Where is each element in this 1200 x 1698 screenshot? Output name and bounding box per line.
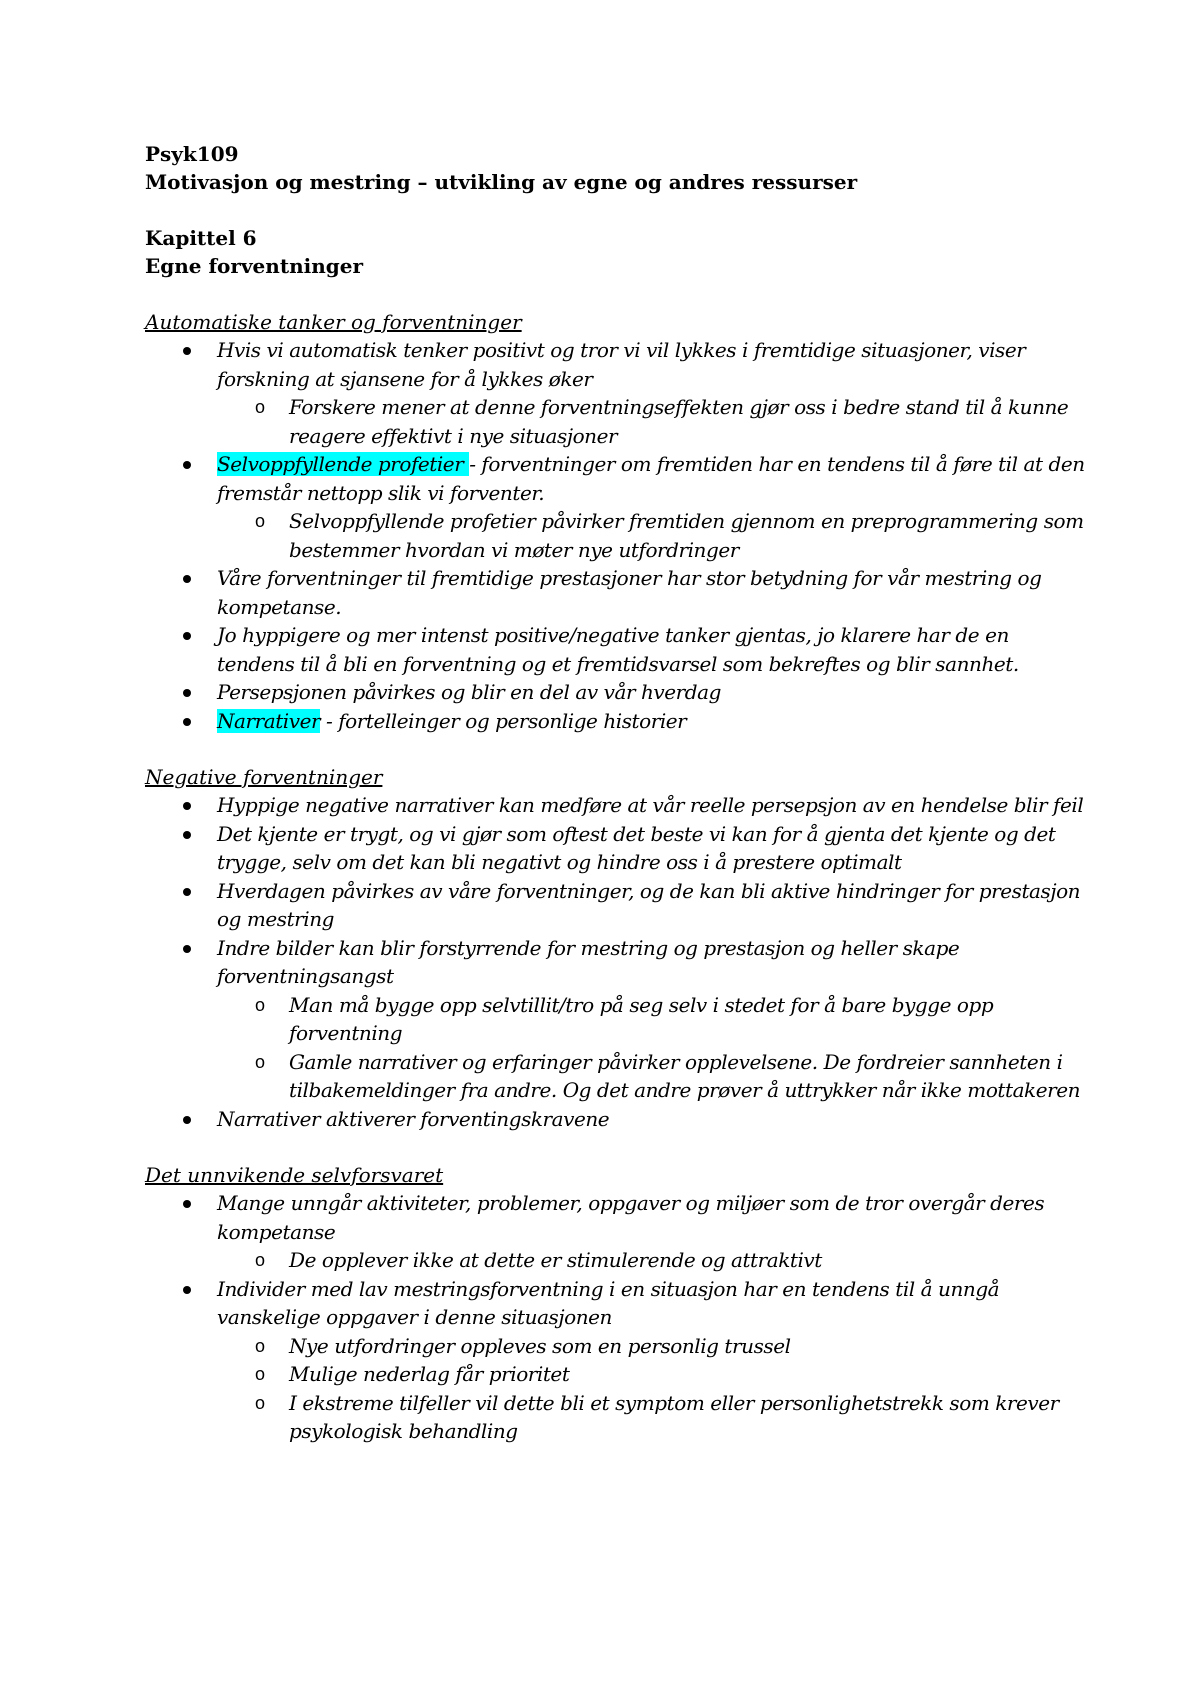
circle-bullet-icon: o (255, 994, 265, 1015)
section-negative-forventninger (145, 763, 1085, 1133)
list-item (145, 450, 1085, 564)
section-title: Det unnvikende selvforsvaret (145, 1163, 444, 1187)
circle-bullet-icon: o (255, 1051, 265, 1072)
list-item (145, 877, 1085, 934)
item-text: Jo hyppigere og mer intenst positive/negative tanker gjentas, jo klarere har de en tendens til å bli en forventning og et fremtidsvarsel som bekreftes og blir sannhet. (217, 623, 1019, 676)
sub-list (217, 991, 1085, 1105)
item-text: Individer med lav mestringsforventning i en situasjon har en tendens til å unngå vanskelige oppgaver i denne situasjonen (217, 1276, 1000, 1329)
spacer (145, 196, 1085, 224)
item-text: Det kjente er trygt, og vi gjør som oftest det beste vi kan for å gjenta det kjente og det trygge, selv om det kan bli negativt og hindre oss i å prestere optimalt (217, 821, 1056, 874)
sub-list (217, 1246, 1085, 1275)
item-text: Narrativer aktiverer forventingskravene (217, 1106, 610, 1131)
course-title: Motivasjon og mestring – utvikling av egne og andres ressurser (145, 170, 858, 194)
section-unnvikende-selvforsvaret (145, 1161, 1085, 1446)
sub-item-text: Gamle narrativer og erfaringer påvirker opplevelsene. De fordreier sannheten i tilbakemeldinger fra andre. Og det andre prøver å uttrykker når ikke mottakeren (289, 1049, 1081, 1102)
document-page (145, 140, 1085, 1446)
bullet-icon (183, 347, 191, 355)
list-item (145, 1275, 1085, 1446)
circle-bullet-icon: o (255, 397, 265, 417)
list-item (145, 1189, 1085, 1275)
bullet-icon (183, 1116, 191, 1124)
sub-item-text: De opplever ikke at dette er stimulerende og attraktivt (289, 1248, 822, 1272)
bullet-icon (183, 632, 191, 640)
item-text: Indre bilder kan blir forstyrrende for mestring og prestasjon og heller skape forventningsangst (217, 935, 960, 988)
circle-bullet-icon: o (255, 1364, 265, 1384)
spacer (145, 735, 1085, 763)
circle-bullet-icon: o (255, 1392, 265, 1413)
highlighted-term: Narrativer (217, 708, 321, 733)
sub-list-item (217, 1389, 1085, 1446)
spacer (145, 1133, 1085, 1161)
sub-list-item (217, 1360, 1085, 1389)
list-item (145, 336, 1085, 450)
sub-item-text: Selvoppfyllende profetier påvirker fremtiden gjennom en preprogrammering som bestemmer hvordan vi møter nye utfordringer (289, 509, 1084, 562)
sub-item-text: Nye utfordringer oppleves som en personlig trussel (289, 1333, 791, 1358)
item-text: Hvis vi automatisk tenker positivt og tror vi vil lykkes i fremtidige situasjoner, viser forskning at sjansene for å lykkes øker (217, 338, 1026, 391)
bullet-list (145, 791, 1085, 1133)
bullet-list (145, 1189, 1085, 1446)
list-item (145, 678, 1085, 707)
bullet-icon (183, 945, 191, 953)
bullet-icon (183, 718, 191, 726)
bullet-icon (183, 1200, 191, 1208)
section-title: Negative forventninger (145, 765, 383, 789)
sub-list-item (217, 1332, 1085, 1361)
highlighted-term: Selvoppfyllende profetier (217, 452, 470, 476)
list-item (145, 707, 1085, 736)
sub-item-text: Mulige nederlag får prioritet (289, 1362, 570, 1386)
list-item (145, 564, 1085, 621)
item-text: Mange unngår aktiviteter, problemer, oppgaver og miljøer som de tror overgår deres kompetanse (217, 1191, 1045, 1244)
chapter-title: Egne forventninger (145, 254, 363, 278)
list-item (145, 621, 1085, 678)
sub-list-item (217, 1246, 1085, 1275)
item-text: Våre forventninger til fremtidige prestasjoner har stor betydning for vår mestring og kompetanse. (217, 566, 1042, 619)
sub-item-text: Man må bygge opp selvtillit/tro på seg selv i stedet for å bare bygge opp forventning (289, 992, 994, 1045)
sub-list-item (217, 507, 1085, 564)
bullet-icon (183, 1286, 191, 1294)
sub-list (217, 1332, 1085, 1446)
item-text: Persepsjonen påvirkes og blir en del av vår hverdag (217, 680, 721, 704)
item-text: - forventninger om fremtiden har en tendens til å føre til at den fremstår nettopp slik vi forventer. (217, 452, 1085, 505)
circle-bullet-icon: o (255, 511, 265, 531)
sub-list-item (217, 393, 1085, 450)
bullet-icon (183, 831, 191, 839)
circle-bullet-icon: o (255, 1250, 265, 1270)
list-item (145, 934, 1085, 1105)
sub-item-text: Forskere mener at denne forventningseffekten gjør oss i bedre stand til å kunne reagere effektivt i nye situasjoner (289, 395, 1069, 448)
sub-list-item (217, 1048, 1085, 1105)
item-text: Hverdagen påvirkes av våre forventninger, og de kan bli aktive hindringer for prestasjon og mestring (217, 878, 1081, 931)
bullet-icon (183, 575, 191, 583)
course-code: Psyk109 (145, 142, 239, 166)
list-item (145, 791, 1085, 820)
sub-list-item (217, 991, 1085, 1048)
spacer (145, 280, 1085, 308)
sub-item-text: I ekstreme tilfeller vil dette bli et symptom eller personlighetstrekk som krever psykologisk behandling (289, 1390, 1059, 1443)
list-item (145, 820, 1085, 877)
sub-list (217, 507, 1085, 564)
circle-bullet-icon: o (255, 1335, 265, 1356)
chapter-number: Kapittel 6 (145, 226, 257, 250)
bullet-icon (183, 888, 191, 896)
list-item (145, 1105, 1085, 1134)
bullet-icon (183, 689, 191, 697)
item-text: Hyppige negative narrativer kan medføre at vår reelle persepsjon av en hendelse blir feil (217, 793, 1084, 817)
section-title: Automatiske tanker og forventninger (145, 310, 522, 334)
bullet-list (145, 336, 1085, 735)
sub-list (217, 393, 1085, 450)
bullet-icon (183, 461, 191, 469)
item-text: - fortelleinger og personlige historier (320, 708, 687, 733)
section-automatiske-tanker (145, 308, 1085, 735)
bullet-icon (183, 802, 191, 810)
